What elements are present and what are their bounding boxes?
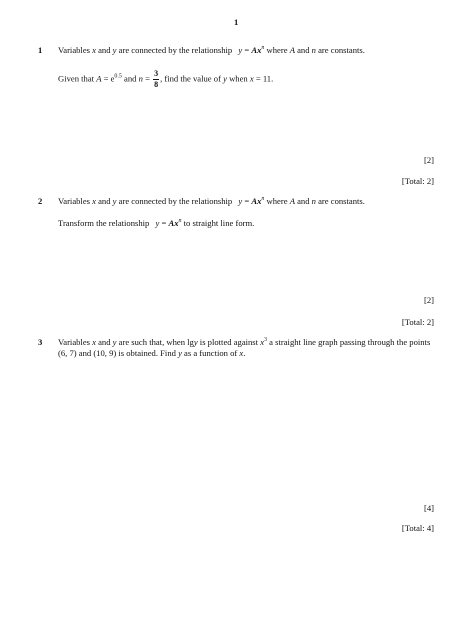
question-1-stem: Variables x and y are connected by the relationship $y = Ax^n$ where A and n are constants.: [58, 45, 365, 55]
formula-y-equals-Ax-n: $y = Ax^n$: [238, 45, 265, 55]
page-number: 1: [234, 17, 239, 27]
question-3-line-2: (6, 7) and (10, 9) is obtained. Find y as a function of x.: [58, 348, 246, 358]
fraction-three-eighths: $\frac{3}{8}$: [154, 69, 159, 89]
question-3-number: 3: [38, 337, 43, 347]
formula-y-equals-Ax-n: $y = Ax^n$: [238, 196, 265, 206]
question-1-given: Given that $A = e^{0.5}$ and n = $\frac{3}{8}$ , find the value of y when x = 11.: [58, 69, 274, 89]
question-2-stem: Variables x and y are connected by the relationship $y = Ax^n$ where A and n are constants.: [58, 196, 365, 206]
formula-y-equals-Ax-n: $y = Ax^n$: [155, 218, 182, 228]
question-1-marks: [2]: [423, 155, 434, 165]
question-3-marks: [4]: [423, 503, 434, 513]
question-2-transform: Transform the relationship $y = Ax^n$ to straight line form.: [58, 218, 255, 228]
question-1-total: [Total: 2]: [401, 176, 434, 186]
question-3-line-1: Variables x and y are such that, when lgy is plotted against $x^3$ a straight line graph passing through the points: [58, 337, 431, 347]
question-2-number: 2: [38, 196, 43, 206]
question-2-marks: [2]: [423, 295, 434, 305]
question-3-total: [Total: 4]: [401, 523, 434, 533]
question-1-number: 1: [38, 45, 43, 55]
question-2-total: [Total: 2]: [401, 317, 434, 327]
